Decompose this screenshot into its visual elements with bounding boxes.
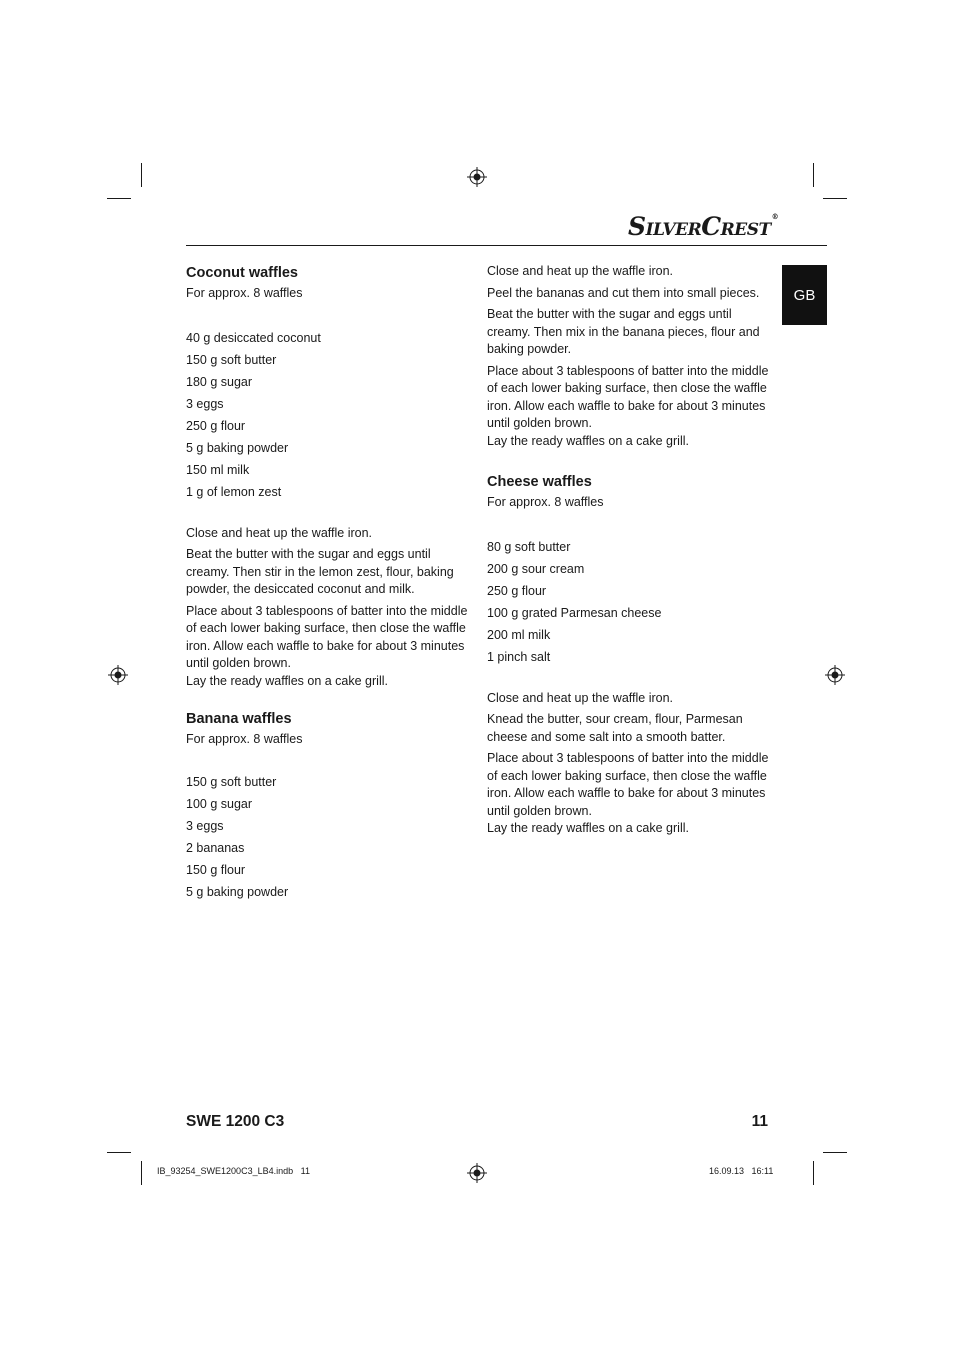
ingredient-list xyxy=(487,536,772,668)
recipe-title: Coconut waffles xyxy=(186,265,298,281)
registration-target-icon xyxy=(825,665,845,685)
ingredient-item: 2 bananas xyxy=(186,840,245,855)
instruction-step: Peel the bananas and cut them into small pieces. xyxy=(487,285,760,300)
ingredient-item: 5 g baking powder xyxy=(186,440,289,455)
ingredient-item: 100 g grated Parmesan cheese xyxy=(487,605,662,620)
ingredient-item: 5 g baking powder xyxy=(186,884,289,899)
ingredient-item: 3 eggs xyxy=(186,818,224,833)
instruction-block xyxy=(487,263,772,450)
crop-mark xyxy=(823,1152,847,1153)
instruction-step: Close and heat up the waffle iron. xyxy=(186,525,373,540)
print-slug-file: IB_93254_SWE1200C3_LB4.indb 11 xyxy=(157,1166,310,1176)
crop-mark xyxy=(107,1152,131,1153)
ingredient-item: 150 g soft butter xyxy=(186,774,277,789)
instruction-step: Knead the butter, sour cream, flour, Parmesan cheese and some salt into a smooth batter. xyxy=(487,712,743,744)
ingredient-item: 250 g flour xyxy=(186,418,246,433)
model-number: SWE 1200 C3 xyxy=(186,1113,285,1130)
logo-initial: C xyxy=(701,212,721,241)
instruction-block xyxy=(487,690,772,838)
instruction-step: Place about 3 tablespoons of batter into the middle of each lower baking surface, then close the waffle iron. Allow each waffle to bake for about 3 minutes until golden brown. xyxy=(487,751,769,818)
ingredient-item: 250 g flour xyxy=(487,583,547,598)
crop-mark xyxy=(813,1161,814,1185)
instruction-block xyxy=(186,525,471,691)
registration-target-icon xyxy=(467,167,487,187)
registration-target-icon xyxy=(467,1163,487,1183)
servings-text: For approx. 8 waffles xyxy=(487,495,604,509)
instruction-step: Place about 3 tablespoons of batter into the middle of each lower baking surface, then close the waffle iron. Allow each waffle to bake for about 3 minutes until golden brown. xyxy=(487,363,769,430)
logo-word: ILVER xyxy=(645,220,702,240)
left-column xyxy=(186,263,471,903)
brand-logo xyxy=(628,212,779,241)
ingredient-item: 200 g sour cream xyxy=(487,561,585,576)
crop-mark xyxy=(141,1161,142,1185)
ingredient-item: 3 eggs xyxy=(186,396,224,411)
ingredient-item: 100 g sugar xyxy=(186,796,253,811)
recipe-title: Banana waffles xyxy=(186,711,292,727)
registered-mark: ® xyxy=(771,212,779,221)
ingredient-item: 80 g soft butter xyxy=(487,539,571,554)
instruction-step: Close and heat up the waffle iron. xyxy=(487,690,674,705)
instruction-step: Lay the ready waffles on a cake grill. xyxy=(487,821,689,835)
instruction-step: Close and heat up the waffle iron. xyxy=(487,264,674,278)
crop-mark xyxy=(813,163,814,187)
right-column xyxy=(487,263,772,842)
instruction-step: Lay the ready waffles on a cake grill. xyxy=(186,673,388,688)
logo-initial: S xyxy=(628,212,646,241)
header-rule xyxy=(186,245,827,246)
print-slug-date: 16.09.13 16:11 xyxy=(709,1166,774,1176)
recipe-title: Cheese waffles xyxy=(487,474,592,490)
crop-mark xyxy=(107,198,131,199)
page-number: 11 xyxy=(751,1113,768,1130)
instruction-step: Place about 3 tablespoons of batter into the middle of each lower baking surface, then close the waffle iron. Allow each waffle to bake for about 3 minutes until golden brown. xyxy=(186,603,468,670)
instruction-step: Lay the ready waffles on a cake grill. xyxy=(487,433,689,448)
ingredient-item: 1 pinch salt xyxy=(487,649,551,664)
instruction-step: Beat the butter with the sugar and eggs until creamy. Then stir in the lemon zest, flour, baking powder, the desiccated coconut and milk. xyxy=(186,547,454,596)
crop-mark xyxy=(141,163,142,187)
ingredient-item: 150 ml milk xyxy=(186,462,250,477)
ingredient-list xyxy=(186,771,471,903)
logo-word: REST xyxy=(720,220,771,240)
servings-text: For approx. 8 waffles xyxy=(186,286,303,300)
language-tab: GB xyxy=(782,265,827,325)
crop-mark xyxy=(823,198,847,199)
ingredient-item: 40 g desiccated coconut xyxy=(186,330,321,345)
instruction-step: Beat the butter with the sugar and eggs until creamy. Then mix in the banana pieces, flour and baking powder. xyxy=(487,307,760,356)
ingredient-item: 180 g sugar xyxy=(186,374,253,389)
ingredient-item: 200 ml milk xyxy=(487,627,551,642)
ingredient-item: 1 g of lemon zest xyxy=(186,484,282,499)
ingredient-item: 150 g flour xyxy=(186,862,246,877)
registration-target-icon xyxy=(108,665,128,685)
ingredient-list xyxy=(186,327,471,503)
ingredient-item: 150 g soft butter xyxy=(186,352,277,367)
servings-text: For approx. 8 waffles xyxy=(186,732,303,746)
